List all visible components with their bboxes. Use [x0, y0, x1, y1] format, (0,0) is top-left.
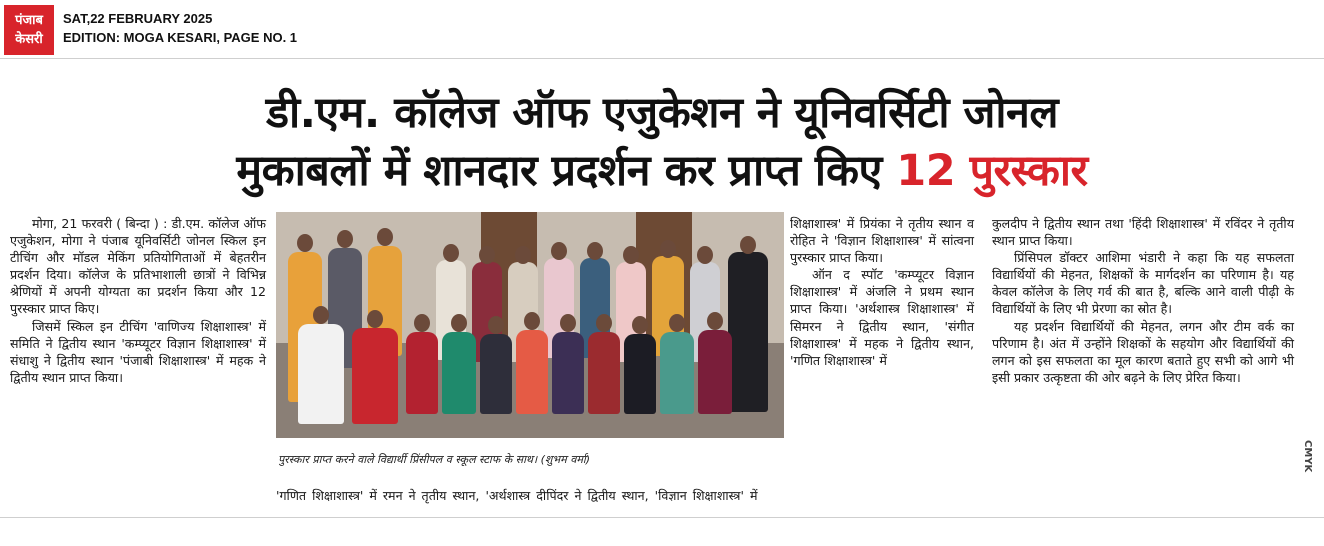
headline-line-1: डी.एम. कॉलेज ऑफ एजुकेशन ने यूनिवर्सिटी जोनल: [265, 88, 1059, 138]
photo-person: [516, 330, 548, 414]
photo-head: [377, 228, 393, 246]
photo-head: [414, 314, 430, 332]
photo-person: [588, 332, 620, 414]
headline-highlight: 12 पुरस्कार: [896, 146, 1088, 196]
bottom-divider: [0, 517, 1324, 518]
article-column-4: [992, 215, 1294, 386]
photo-person: [442, 332, 476, 414]
article-paragraph: प्रिंसिपल डॉक्टर आशिमा भंडारी ने कहा कि यह सफलता विद्यार्थियों की मेहनत, शिक्षकों के मार्गदर्शन का परिणाम है। यह केवल कॉलेज के लिए गर्व की बात है, बल्कि आने वाली पीढ़ी के विद्यार्थियों के लिए भी प्रेरणा का स्रोत है।: [992, 250, 1294, 317]
newspaper-logo: [4, 5, 54, 55]
photo-head: [660, 240, 676, 258]
photo-head: [669, 314, 685, 332]
photo-head: [479, 246, 495, 264]
photo-head: [551, 242, 567, 260]
photo-person: [552, 332, 584, 414]
photo-head: [337, 230, 353, 248]
photo-head: [707, 312, 723, 330]
photo-head: [451, 314, 467, 332]
article-column-3: [790, 215, 974, 369]
photo-caption: पुरस्कार प्राप्त करने वाले विद्यार्थी प्रिंसीपल व स्कूल स्टाफ के साथ। (शुभम वर्मा): [278, 453, 591, 466]
headline-line-2: [0, 142, 1324, 200]
photo-head: [367, 310, 383, 328]
photo-person: [352, 328, 398, 424]
article-photo: [276, 212, 784, 438]
article-paragraph: शिक्षाशास्त्र' में प्रियंका ने तृतीय स्थान व रोहित ने 'विज्ञान शिक्षाशास्त्र' में सांत्वना पुरस्कार प्राप्त किया।: [790, 216, 974, 266]
article-paragraph: यह प्रदर्शन विद्यार्थियों की मेहनत, लगन और टीम वर्क का परिणाम है। अंत में उन्होंने शिक्षकों के सहयोग और विद्यार्थियों की लगन को इस सफलता का मूल कारण बताते हुए सभी को आगे भी इसी प्रकार उत्कृष्टता की ओर बढ़ने के लिए प्रेरित किया।: [992, 318, 1294, 385]
edition-info: [63, 9, 297, 47]
photo-head: [587, 242, 603, 260]
photo-person: [728, 252, 768, 412]
photo-head: [515, 246, 531, 264]
photo-person: [698, 330, 732, 414]
photo-head: [623, 246, 639, 264]
logo-line-1: पंजाब: [15, 13, 43, 28]
headline-line-2-text: मुकाबलों में शानदार प्रदर्शन कर प्राप्त किए: [236, 146, 882, 196]
photo-person: [406, 332, 438, 414]
article-paragraph: मोगा, 21 फरवरी ( बिन्दा ) : डी.एम. कॉलेज ऑफ एजुकेशन, मोगा ने पंजाब यूनिवर्सिटी जोनल स्किल इन टीचिंग और मॉडल मेकिंग प्रतियोगिताओं में बेहतरीन प्रदर्शन दिया। कॉलेज के प्रतिभाशाली छात्रों ने विभिन्न श्रेणियों में अपनी योग्यता का प्रदर्शन किया और 12 पुरस्कार प्राप्त किए।: [10, 216, 266, 317]
photo-head: [297, 234, 313, 252]
article-paragraph: जिसमें स्किल इन टीचिंग 'वाणिज्य शिक्षाशास्त्र' में समिति ने द्वितीय स्थान 'कम्प्यूटर विज्ञान शिक्षाशास्त्र' में संधाशु ने द्वितीय स्थान 'पंजाबी शिक्षाशास्त्र' में महक ने द्वितीय स्थान प्राप्त किया।: [10, 318, 266, 385]
photo-person: [298, 324, 344, 424]
photo-person: [660, 332, 694, 414]
publication-date: SAT,22 FEBRUARY 2025: [63, 11, 213, 26]
photo-head: [560, 314, 576, 332]
photo-head: [524, 312, 540, 330]
registration-mark: [1301, 440, 1313, 476]
registration-mark-text: CMYK: [1302, 440, 1313, 473]
top-divider: [0, 58, 1324, 59]
photo-head: [488, 316, 504, 334]
article-paragraph: ऑन द स्पॉट 'कम्प्यूटर विज्ञान शिक्षाशास्त्र' में अंजलि ने प्रथम स्थान प्राप्त किया। 'अर्थशास्त्र शिक्षाशास्त्र' में सिमरन ने द्वितीय स्थान, 'संगीत शिक्षाशास्त्र' में महक ने द्वितीय स्थान, 'गणित शिक्षाशास्त्र' में: [790, 267, 974, 368]
article-column-1: [10, 215, 266, 386]
photo-head: [596, 314, 612, 332]
photo-person: [624, 334, 656, 414]
photo-head: [632, 316, 648, 334]
photo-head: [697, 246, 713, 264]
logo-line-2: केसरी: [15, 32, 43, 47]
photo-person: [480, 334, 512, 414]
article-paragraph: कुलदीप ने द्वितीय स्थान तथा 'हिंदी शिक्षाशास्त्र' में रविंदर ने तृतीय स्थान प्राप्त किया।: [992, 216, 1294, 249]
photo-head: [313, 306, 329, 324]
photo-head: [740, 236, 756, 254]
headline: [0, 84, 1324, 200]
edition-line: EDITION: MOGA KESARI, PAGE NO. 1: [63, 30, 298, 45]
article-bottom-run: 'गणित शिक्षाशास्त्र' में रमन ने तृतीय स्थान, 'अर्थशास्त्र दीपिंदर ने द्वितीय स्थान, 'विज्ञान शिक्षाशास्त्र' में: [276, 488, 758, 503]
photo-head: [443, 244, 459, 262]
